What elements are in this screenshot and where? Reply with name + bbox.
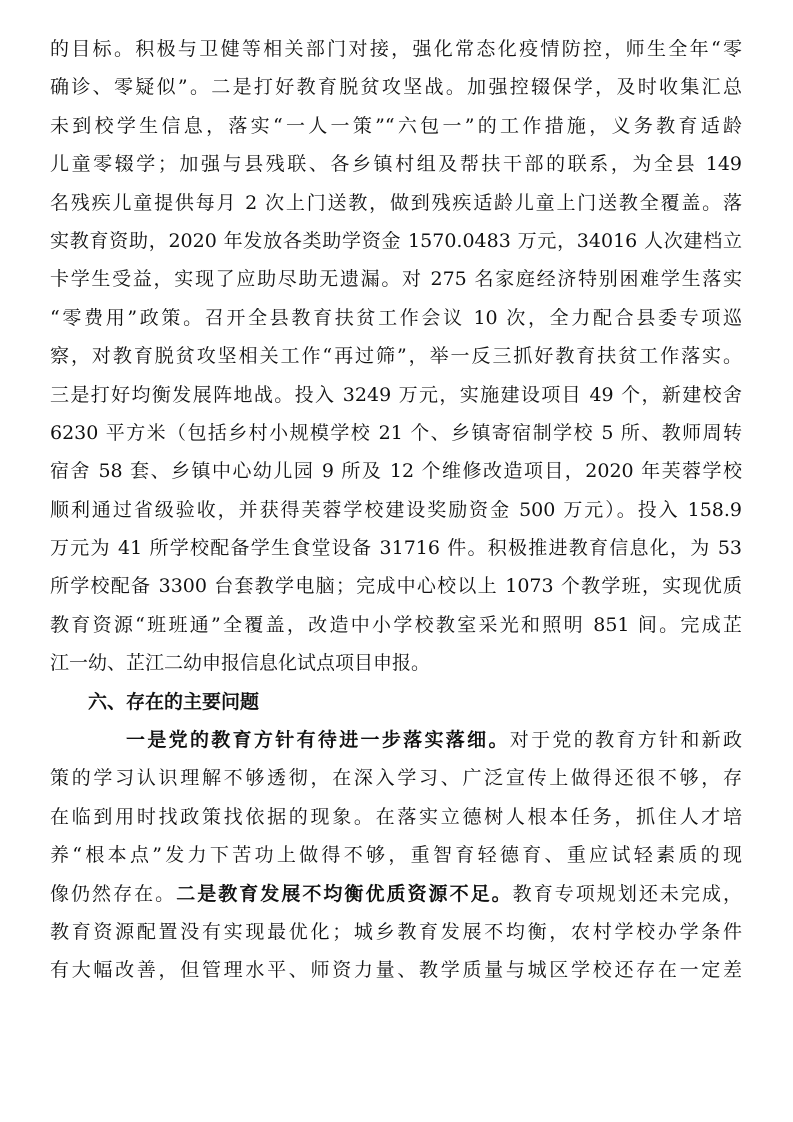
text-line: 的目标。积极与卫健等相关部门对接，强化常态化疫情防控，师生全年“零: [50, 38, 742, 60]
document-page: [50, 30, 742, 990]
text-line: 教育资源配置没有实现最优化；城乡教育发展不均衡，农村学校办学条件: [50, 920, 742, 943]
text-line: 名残疾儿童提供每月 2 次上门送教，做到残疾适龄儿童上门送教全覆盖。落: [50, 191, 742, 214]
text-line: 养“根本点”发力下苦功上做得不够，重智育轻德育、重应试轻素质的现: [50, 844, 742, 867]
text-line: 策的学习认识理解不够透彻，在深入学习、广泛宣传上做得还很不够，存: [50, 767, 742, 790]
text-line: 确诊、零疑似”。二是打好教育脱贫攻坚战。加强控辍保学，及时收集汇总: [50, 76, 742, 99]
text-line: [50, 721, 742, 759]
text-run: 像仍然存在。: [50, 882, 177, 905]
text-line: “零费用”政策。召开全县教育扶贫工作会议 10 次，全力配合县委专项巡: [50, 306, 742, 329]
section-heading: 六、存在的主要问题: [88, 690, 260, 713]
key-point-1: 一是党的教育方针有待进一步落实落细。: [126, 729, 510, 752]
text-line: [50, 875, 742, 913]
text-run: 对于党的教育方针和新政: [509, 729, 742, 752]
text-line: 顺利通过省级验收，并获得芙蓉学校建设奖励资金 500 万元）。投入 158.9: [50, 498, 742, 521]
text-line: 有大幅改善，但管理水平、师资力量、教学质量与城区学校还存在一定差: [50, 959, 742, 982]
text-run: 教育专项规划还未完成，: [512, 882, 742, 905]
text-line: 卡学生受益，实现了应助尽助无遗漏。对 275 名家庭经济特别困难学生落实: [50, 268, 742, 291]
text-line: 教育资源“班班通”全覆盖，改造中小学校教室采光和照明 851 间。完成芷: [50, 613, 742, 636]
section5-paragraph: [50, 30, 742, 683]
text-line: 所学校配备 3300 台套教学电脑；完成中心校以上 1073 个教学班，实现优质: [50, 575, 742, 598]
text-line: 在临到用时找政策找依据的现象。在落实立德树人根本任务，抓住人才培: [50, 805, 742, 828]
text-line: 6230 平方米（包括乡村小规模学校 21 个、乡镇寄宿制学校 5 所、教师周转: [50, 421, 742, 444]
text-line: 三是打好均衡发展阵地战。投入 3249 万元，实施建设项目 49 个，新建校舍: [50, 383, 742, 406]
text-line: 万元为 41 所学校配备学生食堂设备 31716 件。积极推进教育信息化，为 53: [50, 537, 742, 560]
section6-paragraph: [50, 721, 742, 990]
text-line: 儿童零辍学；加强与县残联、各乡镇村组及帮扶干部的联系，为全县 149: [50, 153, 742, 176]
text-line: 宿舍 58 套、乡镇中心幼儿园 9 所及 12 个维修改造项目，2020 年芙蓉学校: [50, 460, 742, 483]
text-line: 未到校学生信息，落实“一人一策”“六包一”的工作措施，义务教育适龄: [50, 114, 742, 137]
key-point-2: 二是教育发展不均衡优质资源不足。: [176, 882, 513, 905]
text-line: 察，对教育脱贫攻坚相关工作“再过筛”，举一反三抓好教育扶贫工作落实。: [50, 345, 742, 368]
text-line: 江一幼、芷江二幼申报信息化试点项目申报。: [50, 652, 431, 675]
text-line: 实教育资助，2020 年发放各类助学资金 1570.0483 万元，34016 人次建档立: [50, 229, 742, 252]
